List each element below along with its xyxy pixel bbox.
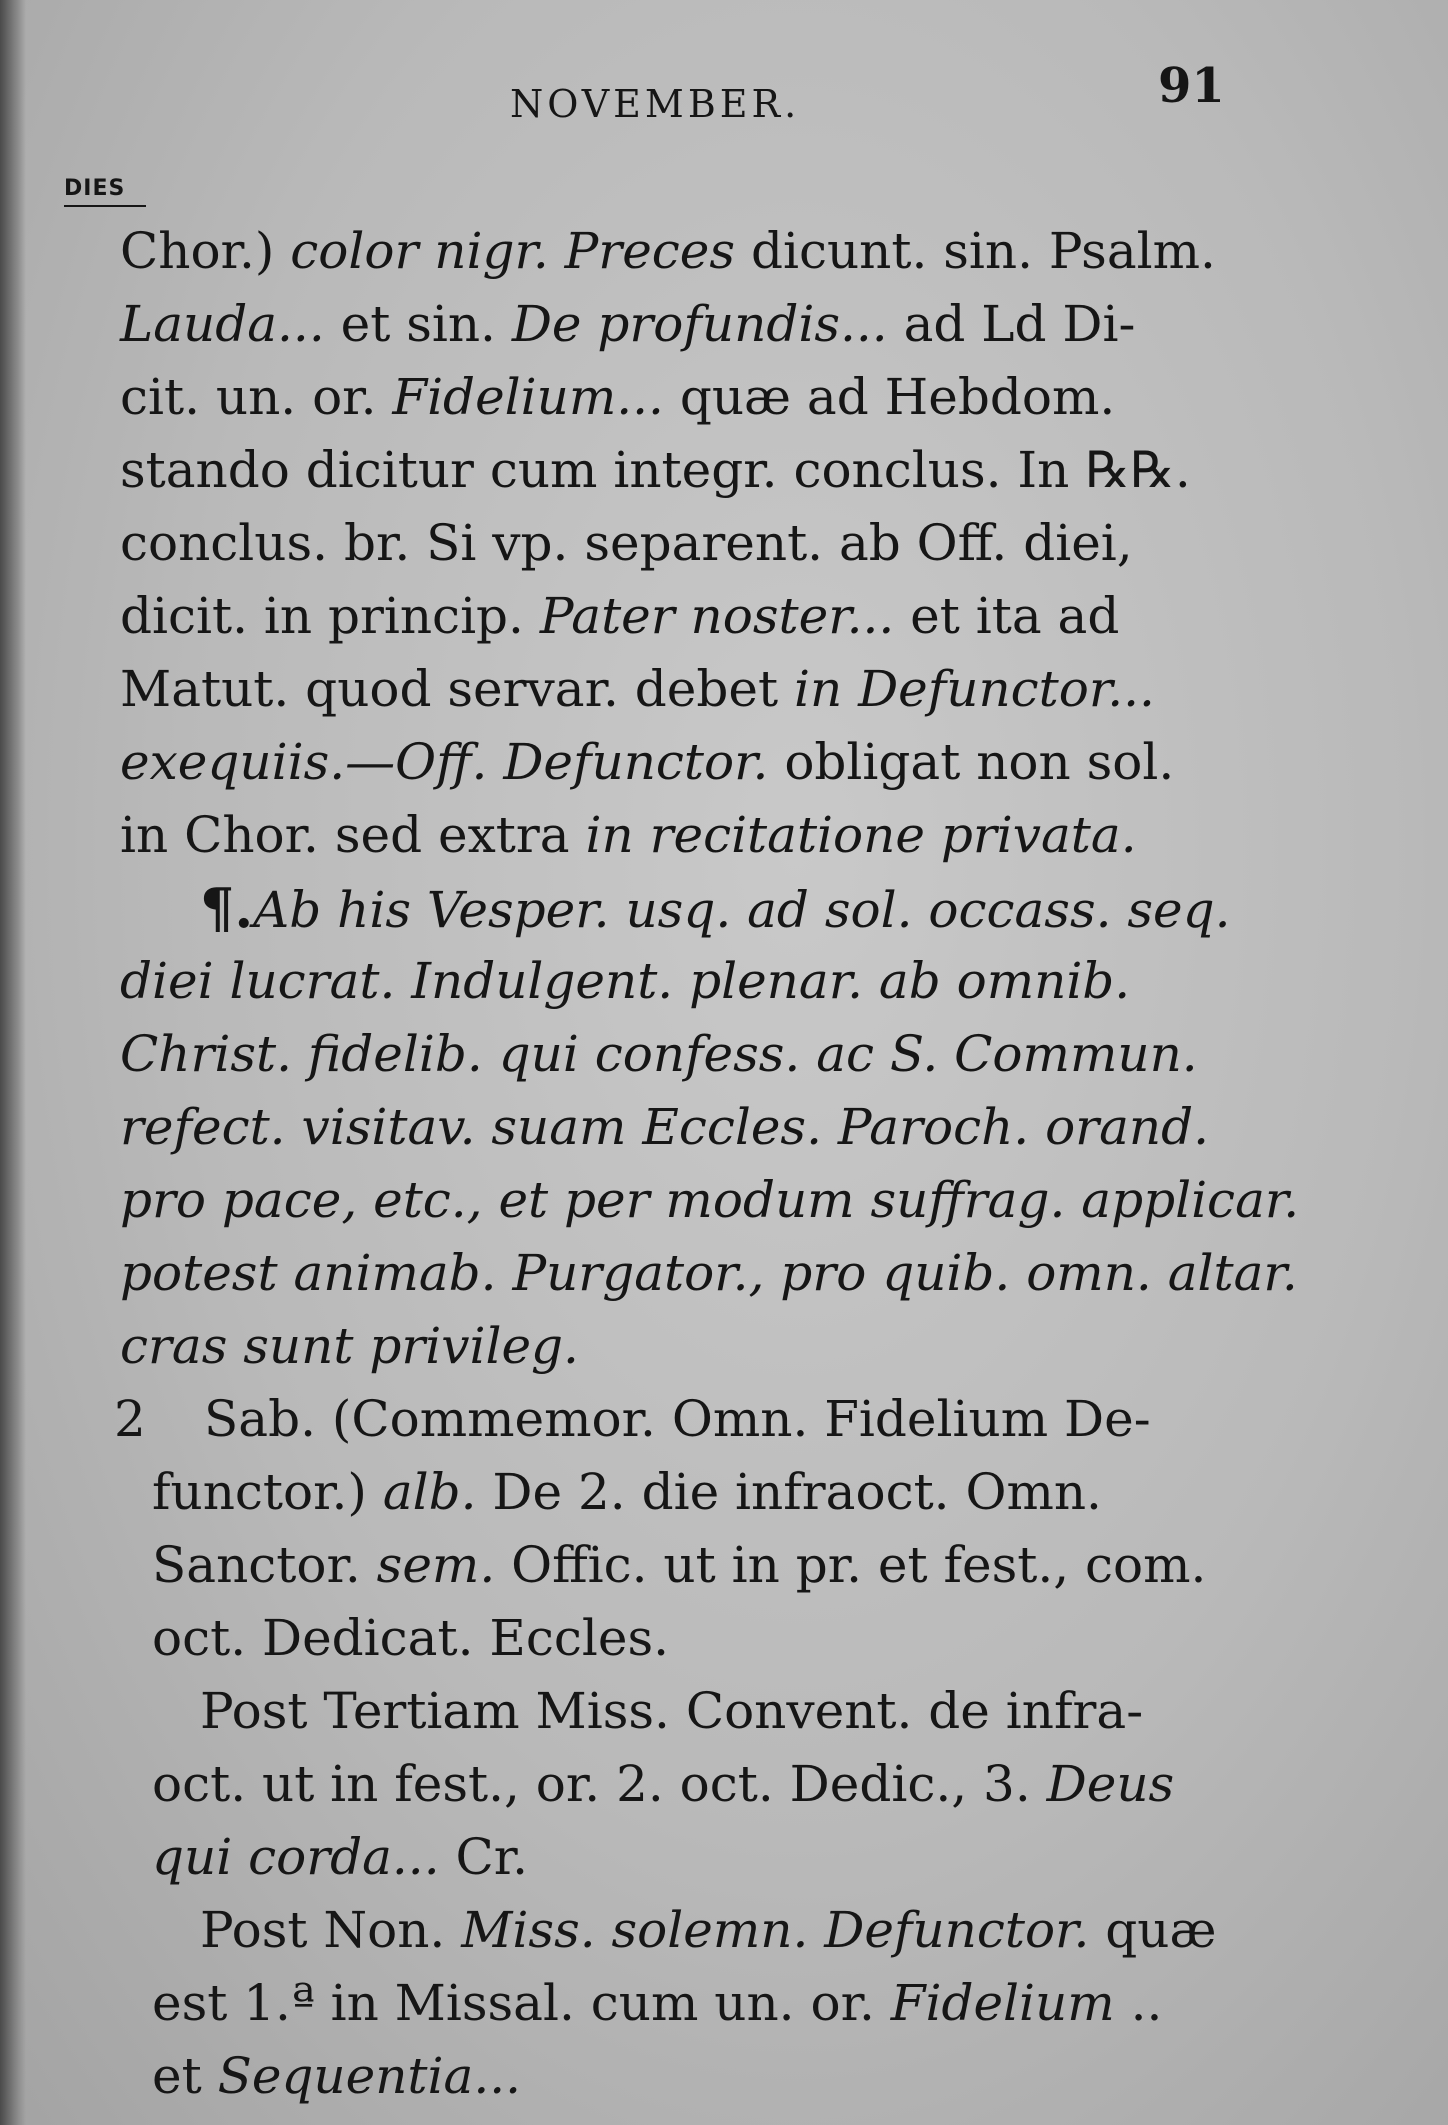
text-line (114, 1383, 1310, 1456)
text-run: Post Non. (200, 1901, 462, 1959)
italic-run: Christ. fidelib. qui confess. ac S. Commun. (120, 1025, 1198, 1083)
text-line (120, 1821, 1310, 1894)
text-line (120, 1456, 1310, 1529)
italic-run: Pater noster... (539, 587, 895, 645)
text-line (120, 1091, 1310, 1164)
text-run: Sanctor. (152, 1536, 377, 1594)
text-line (120, 2040, 1310, 2113)
italic-run: color nigr. Preces (290, 222, 736, 280)
page-number: 91 (1158, 58, 1225, 114)
text-line (120, 1529, 1310, 1602)
text-run: ad Ld Di- (887, 295, 1136, 353)
text-line (120, 945, 1310, 1018)
text-line (120, 1967, 1310, 2040)
text-line: Post Tertiam Miss. Convent. de infra- (200, 1682, 1144, 1740)
text-run: Matut. quod servar. debet (120, 660, 794, 718)
text-run: in Chor. sed extra (120, 806, 586, 864)
italic-run: Fidelium... (392, 368, 664, 426)
italic-run: sem. (376, 1536, 496, 1594)
running-head: NOVEMBER. (510, 82, 801, 126)
text-line (120, 1748, 1310, 1821)
italic-run: De profundis... (511, 295, 888, 353)
column-label: DIES (64, 176, 146, 207)
text-run: obligat non sol. (768, 733, 1175, 791)
text-line (120, 1018, 1310, 1091)
text-line (120, 799, 1310, 872)
text-line (120, 361, 1310, 434)
italic-run: cras sunt privileg. (120, 1317, 579, 1375)
text-run: dicunt. sin. Psalm. (735, 222, 1216, 280)
italic-run: Ab his Vesper. usq. ad sol. occass. seq. (253, 881, 1231, 939)
text-line (120, 580, 1310, 653)
text-line (120, 215, 1310, 288)
text-line (120, 288, 1310, 361)
italic-run: Lauda... (120, 295, 325, 353)
page-header (0, 58, 1448, 128)
text-run: Cr. (439, 1828, 529, 1886)
text-run: et (152, 2047, 218, 2105)
text-line (120, 726, 1310, 799)
italic-run: pro pace, etc., et per modum suffrag. applicar. (120, 1171, 1300, 1229)
text-run: cit. un. or. (120, 368, 393, 426)
text-line: stando dicitur cum integr. conclus. In ℞℞. (120, 441, 1191, 499)
text-run: et sin. (324, 295, 512, 353)
italic-run: diei lucrat. Indulgent. plenar. ab omnib. (120, 952, 1131, 1010)
text-run: oct. ut in fest., or. 2. oct. Dedic., 3. (152, 1755, 1047, 1813)
italic-run: in Defunctor... (793, 660, 1155, 718)
text-line (120, 872, 1310, 945)
text-run: et ita ad (894, 587, 1120, 645)
text-run: Offic. ut in pr. et fest., com. (495, 1536, 1207, 1594)
italic-run: Miss. solemn. Defunctor. (461, 1901, 1090, 1959)
italic-run: exequiis.—Off. Defunctor. (120, 733, 769, 791)
text-run: Chor.) (120, 222, 291, 280)
text-line (120, 1310, 1310, 1383)
text-line (120, 1894, 1310, 1967)
italic-run: alb. (382, 1463, 477, 1521)
text-run: .. (1114, 1974, 1163, 2032)
italic-run: Sequentia... (217, 2047, 521, 2105)
italic-run: refect. visitav. suam Eccles. Paroch. orand. (120, 1098, 1209, 1156)
italic-run: in recitatione privata. (585, 806, 1137, 864)
page-body (114, 215, 1310, 2113)
text-run: De 2. die infraoct. Omn. (476, 1463, 1102, 1521)
text-line: oct. Dedicat. Eccles. (152, 1609, 669, 1667)
day-number: 2 (114, 1390, 146, 1448)
italic-run: Deus (1046, 1755, 1175, 1813)
text-run: dicit. in princip. (120, 587, 540, 645)
text-line (120, 1237, 1310, 1310)
italic-run: qui corda... (152, 1828, 440, 1886)
text-run: Sab. (Commemor. Omn. Fidelium De- (204, 1390, 1151, 1448)
text-line: conclus. br. Si vp. separent. ab Off. diei, (120, 514, 1133, 572)
text-run: quæ ad Hebdom. (663, 368, 1116, 426)
paragraph-mark: ¶. (200, 876, 254, 940)
text-run: est 1.ª in Missal. cum un. or. (152, 1974, 891, 2032)
italic-run: Fidelium (890, 1974, 1115, 2032)
text-line (120, 1164, 1310, 1237)
italic-run: potest animab. Purgator., pro quib. omn. altar. (120, 1244, 1298, 1302)
text-run: quæ (1089, 1901, 1217, 1959)
text-line (120, 653, 1310, 726)
text-run: functor.) (152, 1463, 383, 1521)
